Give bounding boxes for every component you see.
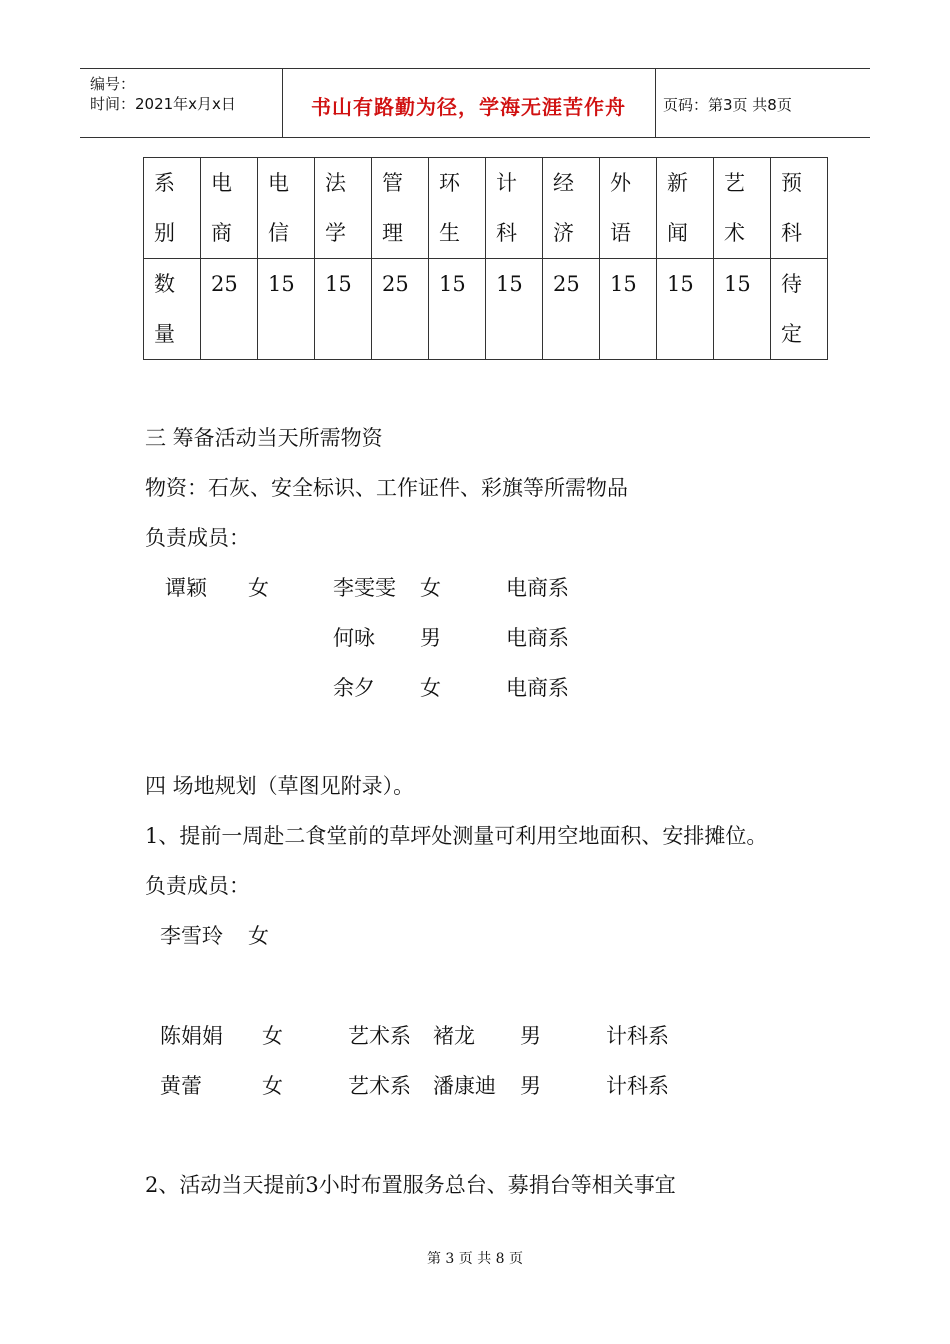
cell-text: 待 xyxy=(781,272,802,296)
cell-text: 科 xyxy=(496,221,517,245)
section4-members-label: 负责成员： xyxy=(145,874,250,898)
cell-text: 闻 xyxy=(667,221,688,245)
table-cell xyxy=(201,158,258,259)
cell-text: 15 xyxy=(439,272,466,296)
table-cell xyxy=(486,259,543,360)
member-name: 黄蕾 xyxy=(160,1074,202,1098)
cell-text: 15 xyxy=(610,272,637,296)
member-dept: 电商系 xyxy=(506,626,569,650)
member-gender: 女 xyxy=(420,576,441,600)
table-cell xyxy=(714,259,771,360)
lead-name: 李雪玲 xyxy=(160,924,223,948)
member-dept: 艺术系 xyxy=(348,1024,411,1048)
cell-text: 系 xyxy=(154,171,175,195)
member-name: 陈娟娟 xyxy=(160,1024,223,1048)
cell-text: 科 xyxy=(781,221,802,245)
cell-text: 新 xyxy=(667,171,688,195)
cell-text: 信 xyxy=(268,221,289,245)
header-meta xyxy=(80,69,283,137)
cell-text: 管 xyxy=(382,171,403,195)
cell-text: 25 xyxy=(382,272,409,296)
table-cell xyxy=(543,259,600,360)
cell-text: 15 xyxy=(496,272,523,296)
cell-text: 环 xyxy=(439,171,460,195)
section4-item2: 2、活动当天提前3小时布置服务总台、募捐台等相关事宜 xyxy=(145,1173,676,1197)
table-row xyxy=(144,259,828,360)
member-name: 褚龙 xyxy=(433,1024,475,1048)
table-cell xyxy=(315,158,372,259)
table-cell xyxy=(771,259,828,360)
cell-text: 电 xyxy=(268,171,289,195)
section3-materials: 物资：石灰、安全标识、工作证件、彩旗等所需物品 xyxy=(145,476,628,500)
member-gender: 男 xyxy=(520,1074,541,1098)
cell-text: 外 xyxy=(610,171,631,195)
table-cell xyxy=(258,259,315,360)
member-name: 潘康迪 xyxy=(433,1074,496,1098)
cell-text: 理 xyxy=(382,221,403,245)
cell-text: 电 xyxy=(211,171,232,195)
member-name: 何咏 xyxy=(333,626,375,650)
table-cell xyxy=(315,259,372,360)
member-gender: 女 xyxy=(248,576,269,600)
cell-text: 语 xyxy=(610,221,631,245)
table-cell xyxy=(429,259,486,360)
section4-title: 四 场地规划（草图见附录）。 xyxy=(145,774,415,798)
number-label: 编号： xyxy=(90,75,136,93)
cell-text: 15 xyxy=(325,272,352,296)
cell-text: 定 xyxy=(781,322,802,346)
cell-text: 商 xyxy=(211,221,232,245)
cell-text: 预 xyxy=(781,171,802,195)
member-dept: 计科系 xyxy=(606,1024,669,1048)
member-gender: 女 xyxy=(262,1074,283,1098)
member-name: 谭颖 xyxy=(165,576,207,600)
page-footer: 第 3 页 共 8 页 xyxy=(426,1251,524,1267)
table-cell xyxy=(543,158,600,259)
member-dept: 计科系 xyxy=(606,1074,669,1098)
time-label: 时间：2021年x月x日 xyxy=(90,95,236,113)
member-dept: 电商系 xyxy=(506,576,569,600)
member-gender: 女 xyxy=(420,676,441,700)
member-gender: 男 xyxy=(420,626,441,650)
cell-text: 济 xyxy=(553,221,574,245)
cell-text: 别 xyxy=(154,221,175,245)
table-cell xyxy=(429,158,486,259)
cell-text: 计 xyxy=(496,171,517,195)
member-dept: 电商系 xyxy=(506,676,569,700)
department-table xyxy=(143,157,828,360)
lead-gender: 女 xyxy=(248,924,269,948)
section3-members-label: 负责成员： xyxy=(145,526,250,550)
cell-text: 25 xyxy=(553,272,580,296)
cell-text: 艺 xyxy=(724,171,745,195)
cell-text: 25 xyxy=(211,272,238,296)
table-cell xyxy=(714,158,771,259)
cell-text: 术 xyxy=(724,221,745,245)
cell-text: 15 xyxy=(667,272,694,296)
section4-item1: 1、提前一周赴二食堂前的草坪处测量可利用空地面积、安排摊位。 xyxy=(145,824,768,848)
cell-text: 15 xyxy=(724,272,751,296)
member-name: 李雯雯 xyxy=(333,576,396,600)
cell-text: 15 xyxy=(268,272,295,296)
slogan: 书山有路勤为径，学海无涯苦作舟 xyxy=(311,95,626,119)
cell-text: 数 xyxy=(154,272,175,296)
table-cell xyxy=(486,158,543,259)
table-cell xyxy=(771,158,828,259)
table-cell xyxy=(372,259,429,360)
table-cell xyxy=(258,158,315,259)
cell-text: 量 xyxy=(154,322,175,346)
member-name: 余夕 xyxy=(333,676,375,700)
member-dept: 艺术系 xyxy=(348,1074,411,1098)
header-slogan-cell xyxy=(282,69,656,137)
table-cell xyxy=(372,158,429,259)
member-gender: 男 xyxy=(520,1024,541,1048)
page-info: 页码：第3页 共8页 xyxy=(663,96,792,114)
table-cell xyxy=(144,259,201,360)
table-header-row xyxy=(144,158,828,259)
cell-text: 生 xyxy=(439,221,460,245)
cell-text: 法 xyxy=(325,171,346,195)
header-page-cell xyxy=(655,69,870,137)
table-cell xyxy=(657,259,714,360)
cell-text: 学 xyxy=(325,221,346,245)
page-header xyxy=(80,68,870,138)
table-cell xyxy=(600,158,657,259)
table-cell xyxy=(144,158,201,259)
table-cell xyxy=(657,158,714,259)
table-cell xyxy=(201,259,258,360)
member-gender: 女 xyxy=(262,1024,283,1048)
table-cell xyxy=(600,259,657,360)
section3-title: 三 筹备活动当天所需物资 xyxy=(145,426,383,450)
cell-text: 经 xyxy=(553,171,574,195)
